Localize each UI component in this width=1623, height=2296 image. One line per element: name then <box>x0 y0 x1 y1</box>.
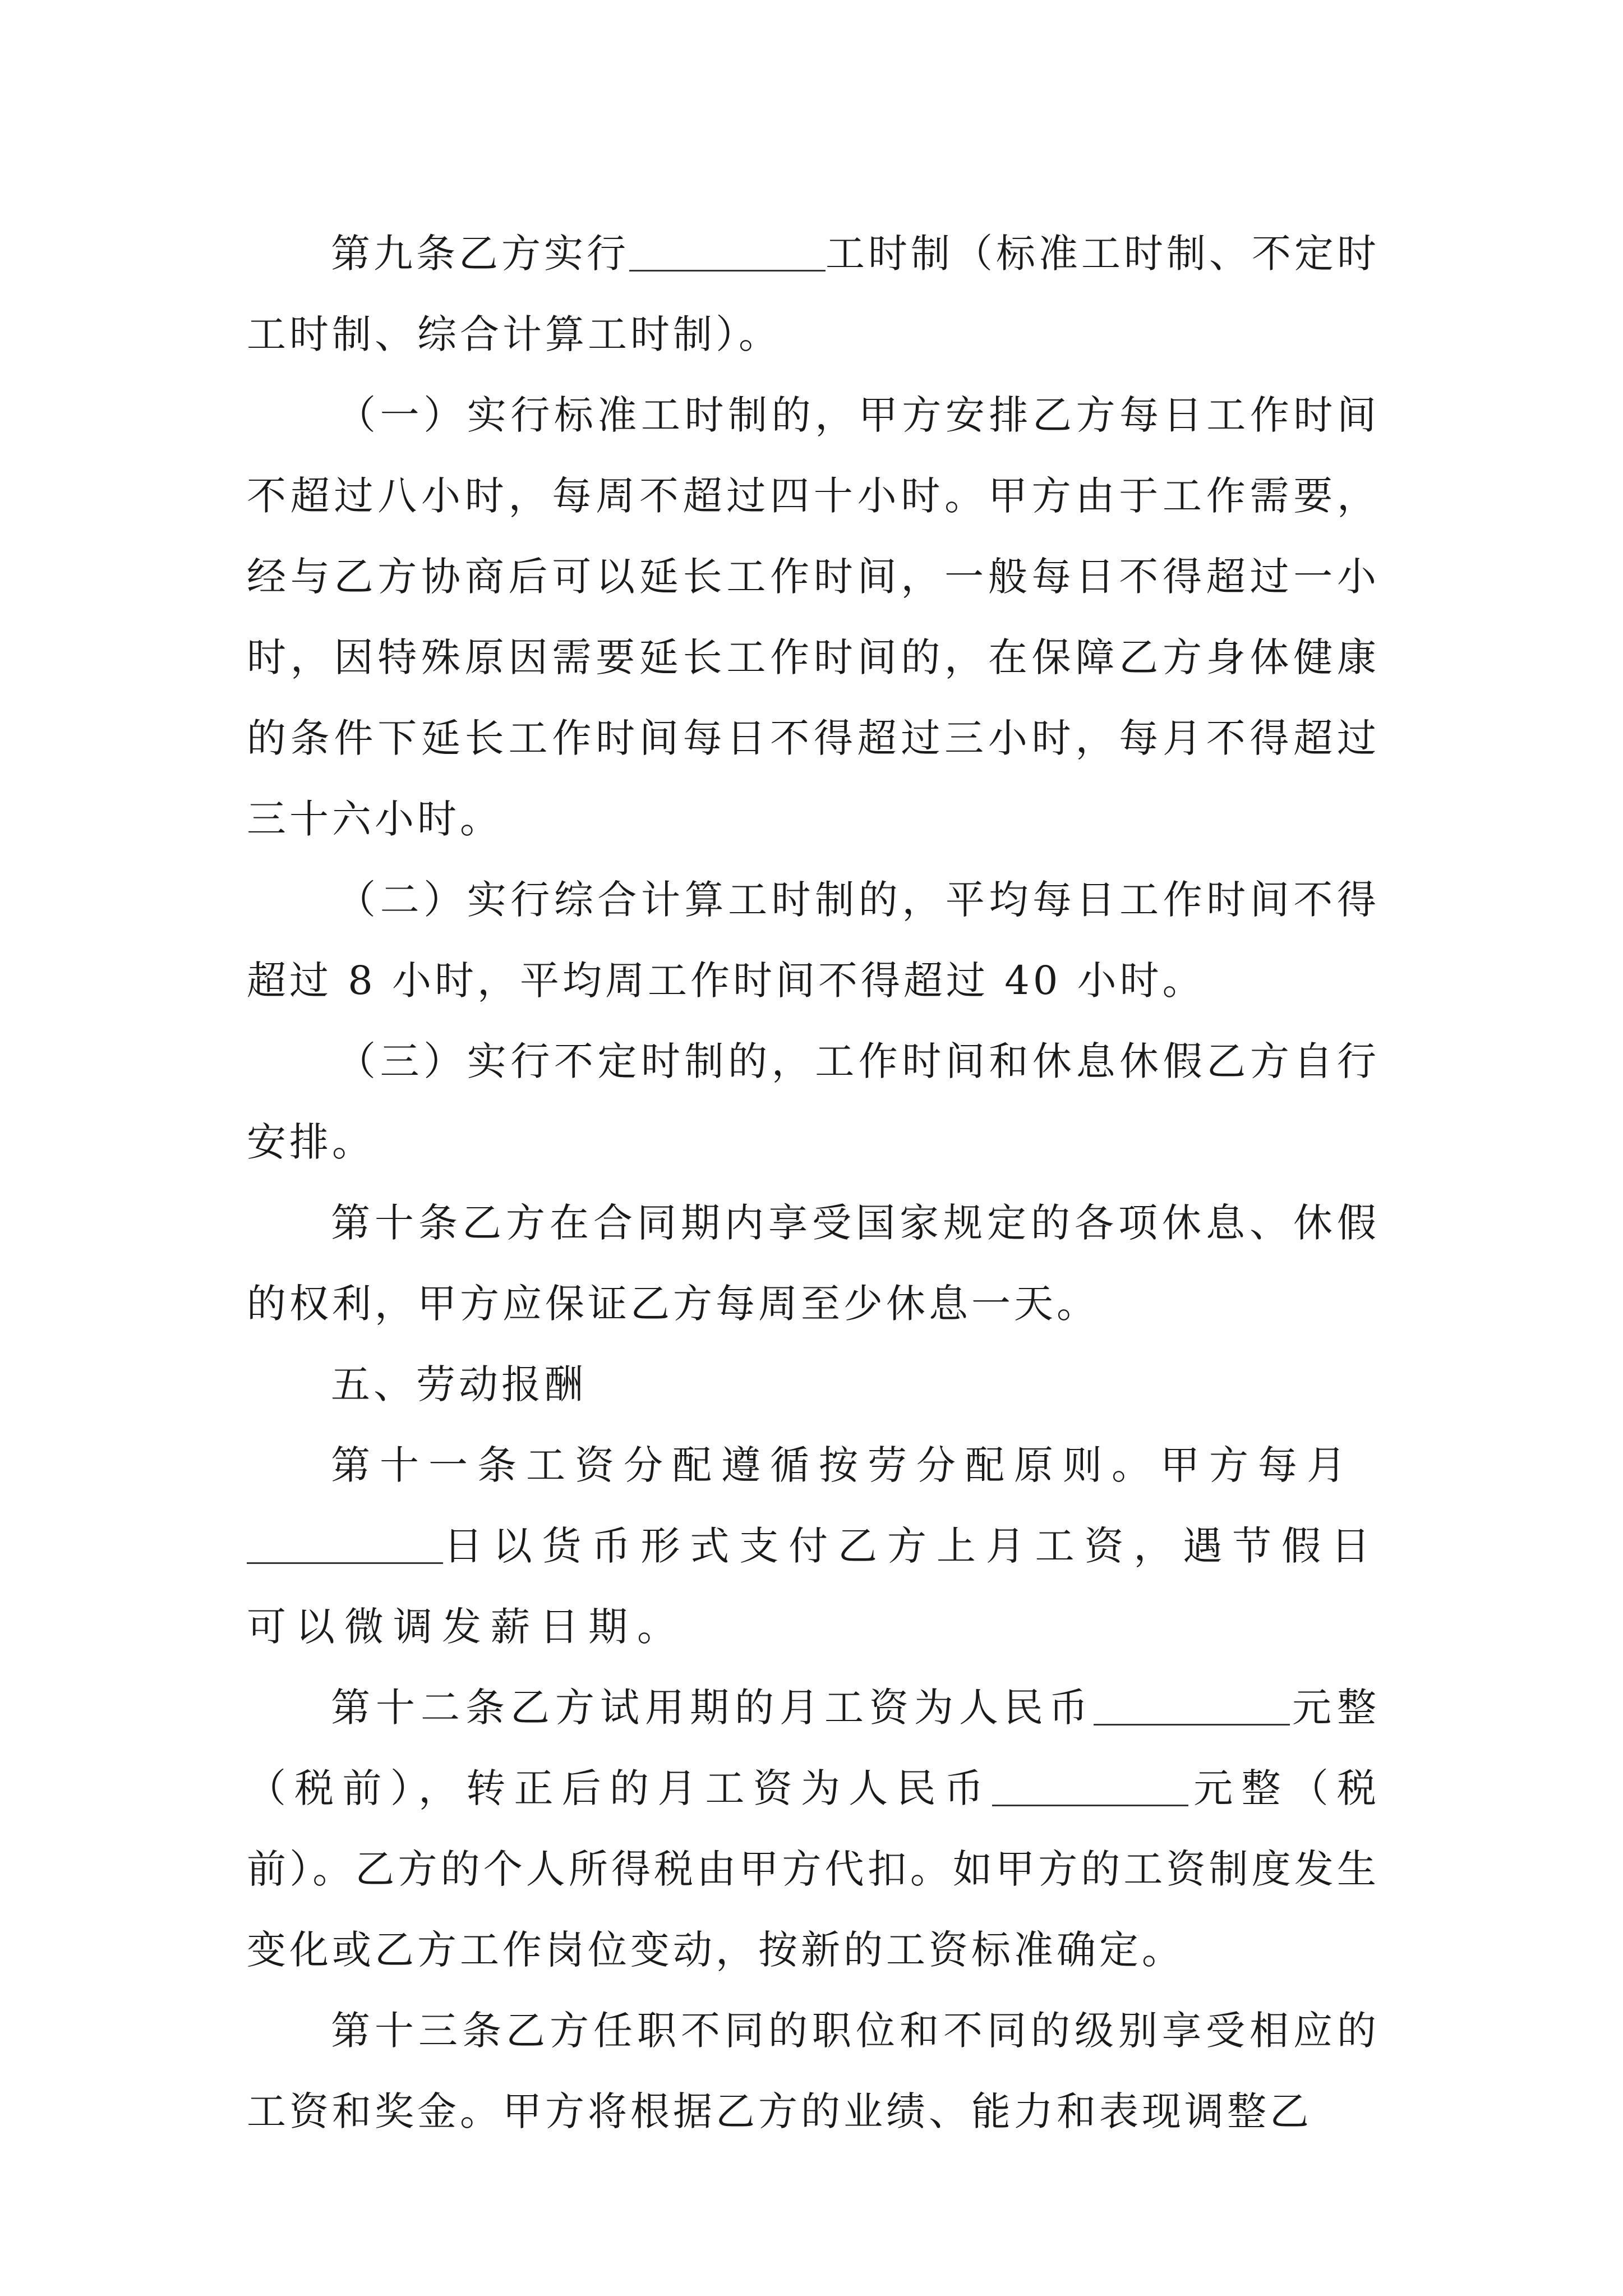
article-9-clause-2: （二）实行综合计算工时制的，平均每日工作时间不得超过 8 小时，平均周工作时间不得超过 40 小时。 <box>247 877 1380 1004</box>
section-5-heading: 五、劳动报酬 <box>331 1361 587 1407</box>
article-12-text-c: 元整（税前）。乙方的个人所得税由甲方代扣。如甲方的工资制度发生变化或乙方工作岗位变动，按新的工资标准确定。 <box>247 1765 1380 1973</box>
probation-salary-blank <box>1094 1685 1290 1726</box>
article-9-text-b: 工时制（标准工时制、不定时工时制、综合计算工时制）。 <box>247 231 1380 357</box>
work-hour-system-blank <box>629 231 826 272</box>
article-11-text-a: 第十一条工资分配遵循按劳分配原则。甲方每月 <box>331 1442 1355 1488</box>
article-11-line-2 <box>247 1506 1380 1667</box>
regular-salary-blank <box>992 1765 1188 1806</box>
article-9-clause-1: （一）实行标准工时制的，甲方安排乙方每日工作时间不超过八小时，每周不超过四十小时。甲方由于工作需要，经与乙方协商后可以延长工作时间，一般每日不得超过一小时，因特殊原因需要延长工作时间的，在保障乙方身体健康的条件下延长工作时间每日不得超过三小时，每月不得超过三十六小时。 <box>247 392 1380 842</box>
article-9-clause-3: （三）实行不定时制的，工作时间和休息休假乙方自行安排。 <box>247 1038 1380 1165</box>
article-11 <box>247 1425 1380 1667</box>
article-11-text-b: 日以货币形式支付乙方上月工资，遇节假日可以微调发薪日期。 <box>247 1523 1380 1650</box>
article-12-text-b: 元整（税前），转正后的月工资为人民币 <box>247 1685 1380 1811</box>
article-12-text-a: 第十二条乙方试用期的月工资为人民币 <box>331 1685 1094 1731</box>
article-10: 第十条乙方在合同期内享受国家规定的各项休息、休假的权利，甲方应保证乙方每周至少休息一天。 <box>247 1200 1380 1327</box>
document-body <box>247 213 1380 2152</box>
article-9 <box>247 213 1380 375</box>
article-12 <box>247 1667 1380 1990</box>
article-13: 第十三条乙方任职不同的职位和不同的级别享受相应的工资和奖金。甲方将根据乙方的业绩、能力和表现调整乙 <box>247 2008 1380 2134</box>
pay-day-blank <box>247 1523 443 1564</box>
article-9-text-a: 第九条乙方实行 <box>331 231 629 277</box>
